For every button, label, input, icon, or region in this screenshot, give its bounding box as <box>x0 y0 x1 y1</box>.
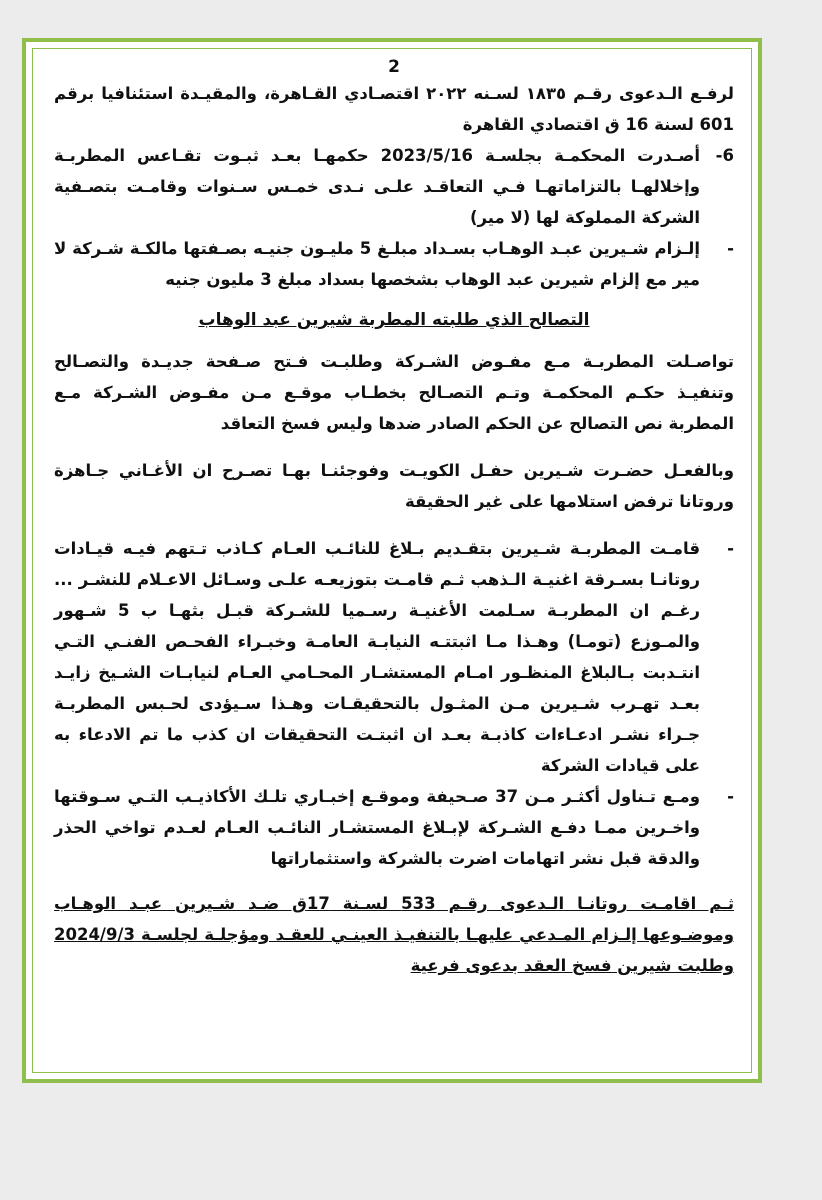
bullet-media-text: ومـع تـناول أكثـر مـن 37 صـحيفة وموقـع إخبـاري تلـك الأكاذيـب التـي سـوقتها واخـرين ممـا دفـع الشـركة لإبـلاغ المستشـار النائـب العـام لعـدم تواخي الحذر والدقة قبل نشر اتهامات اضرت بالشركة واستثماراتها <box>54 787 700 868</box>
bullet-marker: - <box>727 539 734 558</box>
document-content <box>54 56 734 981</box>
page-number: 2 <box>388 57 400 77</box>
lawsuit-final-paragraph: ثـم اقامـت روتانـا الـدعوى رقـم 533 لسـنة 17ق ضـد شـيرين عبـد الوهـاب وموضـوعها إلـزام المـدعي عليهـا بالتنفيـذ العينـي للعقـد ومؤجلـة لجلسـة 2024/9/3 وطلبت شيرين فسخ العقد بدعوى فرعية <box>54 894 735 975</box>
item-6 <box>54 140 734 233</box>
section-heading: التصالح الذي طلبته المطربة شيرين عبد الوهاب <box>198 310 590 330</box>
item-6-text: أصـدرت المحكمـة بجلسـة 2023/5/16 حكمهـا بعـد ثبـوت تقـاعس المطربـة وإخلالهـا بالتزاماتهـا فـي التعاقـد علـى نـدى خمـس سـنوات وقامـت بتصـفية الشركة المملوكة لها (لا مير) <box>54 146 700 227</box>
item-6-marker: 6- <box>715 146 734 165</box>
bullet-media <box>54 781 734 874</box>
case-continuation-text: لرفـع الـدعوى رقـم ١٨٣٥ لسـنه ٢٠٢٢ اقتصـادي القـاهرة، والمقيـدة استئنافيا برقم 601 لسنة 16 ق اقتصادي القاهرة <box>54 84 734 134</box>
settlement-paragraph: تواصـلت المطربـة مـع مفـوض الشـركة وطلبـت فـتح صـفحة جديـدة والتصـالح وتنفيـذ حكـم المحكمـة وتـم التصـالح بخطـاب موقـع مـن مفـوض الشـركة مـع المطربة نص التصالح عن الحكم الصادر ضدها وليس فسخ التعاقد <box>54 352 734 433</box>
kuwait-concert-paragraph: وبالفعـل حضـرت شـيرين حفـل الكويـت وفوجئنـا بهـا تصـرح ان الأغـاني جـاهزة وروتانا ترفض استلامها على غير الحقيقة <box>54 461 734 511</box>
bullet-report <box>54 533 734 781</box>
bullet-report-text: قامـت المطربـة شـيرين بتقـديم بـلاغ للنائـب العـام كـاذب تـتهم فيـه قيـادات روتانـا بسـرقة اغنيـة الـذهب ثـم قامـت بتوزيعـه علـى وسـائل الاعـلام للنشـر ... رغـم ان المطربـة سـلمت الأغنيـة رسـميا للشـركة قبـل بثهـا ب 5 شـهور والمـوزع (تومـا) وهـذا مـا اثبتتـه النيابـة العامـة وخبـراء الفحـص الفنـي التـي انتـدبت بـالبلاغ المنظـور امـام المستشـار المحـامي العـام لنيابـات الشـيخ زايـد بعـد تهـرب شـيرين مـن المثـول بالتحقيقـات وهـذا سـيؤدى لحـبس المطربـة جـراء نشـر ادعـاءات كاذبـة بعـد ان اثبتـت التحقيقات ان كذب ما تم الادعاء به على قيادات الشركة <box>54 539 700 775</box>
bullet-obligation <box>54 233 734 295</box>
bullet-obligation-text: إلـزام شـيرين عبـد الوهـاب بسـداد مبلـغ 5 مليـون جنيـه بصـفتها مالكـة شـركة لا مير مع إلزام شيرين عبد الوهاب بشخصها بسداد مبلغ 3 مليون جنيه <box>54 239 700 289</box>
bullet-marker: - <box>727 787 734 806</box>
document-page <box>22 38 762 1083</box>
bullet-marker: - <box>727 239 734 258</box>
